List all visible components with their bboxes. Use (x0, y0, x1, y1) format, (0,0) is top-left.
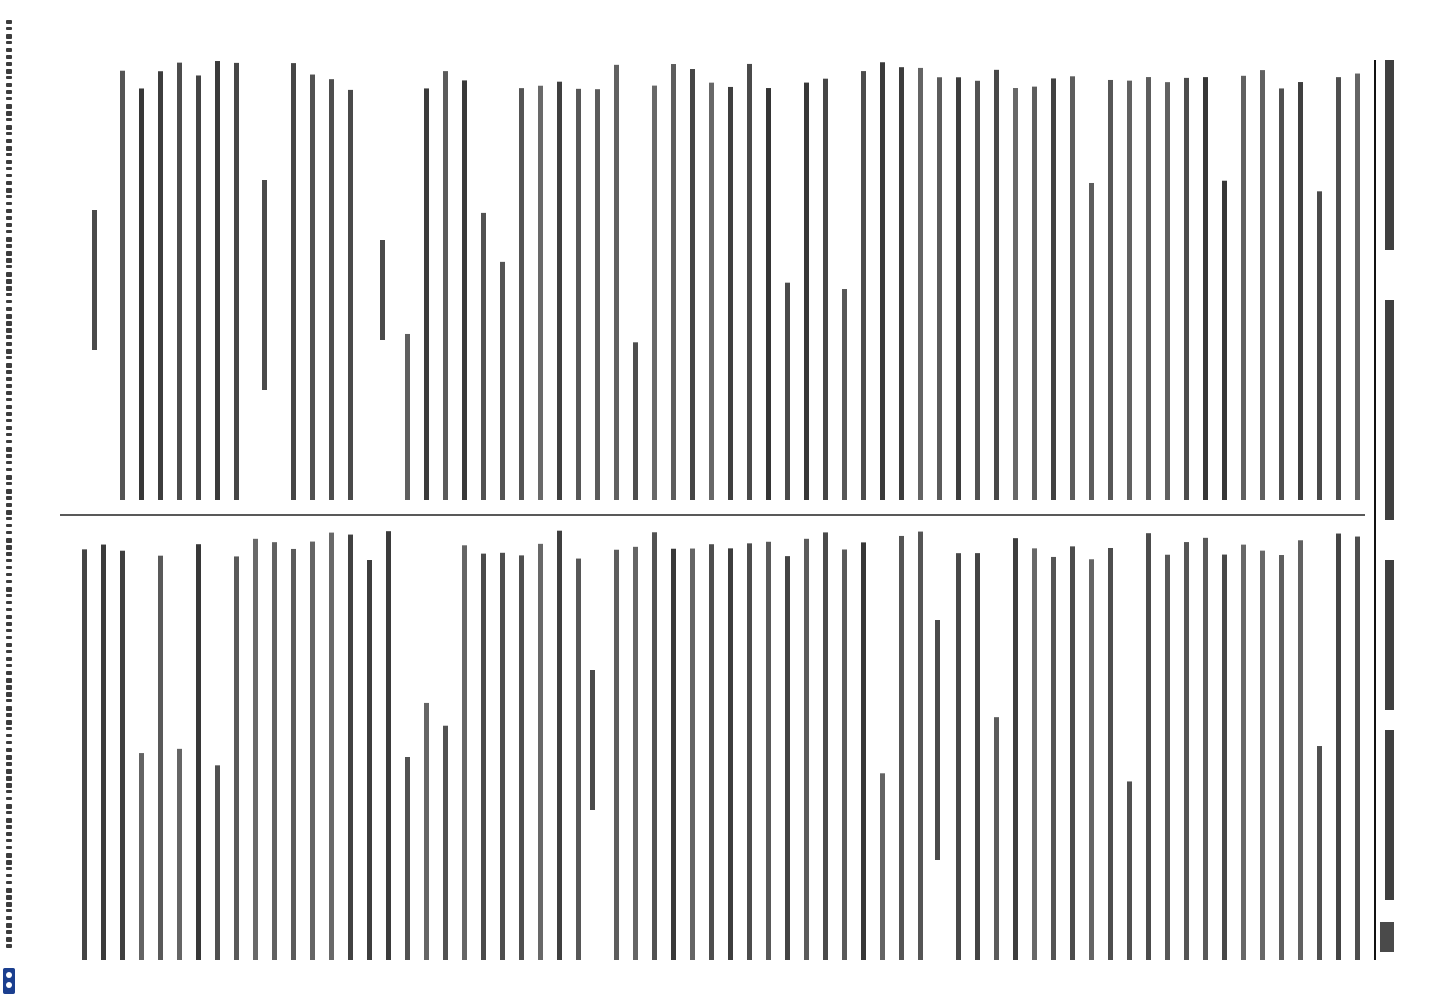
left-column-text-line (1260, 70, 1265, 500)
sidebar-credit-glyph (6, 300, 12, 303)
left-column-text-line (481, 213, 486, 500)
sidebar-credit-glyph (6, 244, 12, 248)
sidebar-credit-glyph (6, 622, 12, 626)
left-column-text-line (747, 64, 752, 500)
sidebar-credit-glyph (6, 860, 12, 865)
left-column-text-line (785, 283, 790, 500)
right-column-text-line (1203, 538, 1208, 960)
dfg-logo-icon (3, 968, 15, 994)
right-column-text-line (804, 539, 809, 960)
left-column-text-line (1165, 82, 1170, 500)
left-column-text-line (348, 90, 353, 500)
left-column-text-line (519, 88, 524, 500)
right-column-text-line (386, 531, 391, 960)
right-column-text-line (253, 539, 258, 960)
sidebar-credit-glyph (6, 727, 12, 730)
left-column-text-line (899, 67, 904, 500)
right-column-text-line (310, 542, 315, 960)
sidebar-credit-band (4, 20, 14, 995)
sidebar-credit-glyph (6, 769, 12, 774)
sidebar-credit-glyph (6, 272, 12, 277)
sidebar-credit-glyph (6, 454, 12, 458)
right-column-text-line (918, 532, 923, 960)
sidebar-credit-glyph (6, 895, 12, 900)
sidebar-credit-glyph (6, 755, 12, 760)
left-column-text-line (595, 89, 600, 500)
right-column-text-line (291, 549, 296, 960)
right-column-text-line (82, 549, 87, 960)
right-column-heading-line (590, 670, 595, 810)
page-number (1380, 922, 1394, 952)
sidebar-credit-glyph (6, 839, 12, 842)
right-column-text-line (1355, 537, 1360, 960)
sidebar-credit-glyph (6, 552, 12, 556)
sidebar-credit-glyph (6, 944, 12, 948)
sidebar-credit-glyph (6, 174, 12, 177)
left-column-text-line (177, 63, 182, 500)
sidebar-credit-glyph (6, 636, 12, 639)
sidebar-credit-glyph (6, 888, 12, 893)
right-column-text-line (557, 531, 562, 960)
right-column-text-line (443, 726, 448, 960)
sidebar-credit-glyph (6, 475, 12, 480)
left-column-text-line (1279, 88, 1284, 500)
sidebar-credit-glyph (6, 545, 12, 550)
sidebar-credit-glyph (6, 762, 12, 766)
left-column-text-line (1013, 88, 1018, 500)
sidebar-credit-glyph (6, 489, 12, 494)
sidebar-credit-glyph (6, 258, 12, 263)
sidebar-credit-glyph (6, 846, 12, 849)
sidebar-credit-glyph (6, 790, 12, 793)
sidebar-credit-glyph (6, 447, 12, 452)
running-header (1385, 60, 1394, 900)
sidebar-credit-glyph (6, 538, 12, 543)
sidebar-credit-glyph (6, 34, 12, 39)
left-column-text-line (1070, 76, 1075, 500)
sidebar-credit-glyph (6, 335, 12, 339)
left-column-text-line (1241, 76, 1246, 500)
sidebar-credit-glyph (6, 748, 12, 752)
left-column-text-line (861, 71, 866, 500)
right-column-text-line (234, 556, 239, 960)
sidebar-credit-glyph (6, 230, 12, 233)
sidebar-credit-glyph (6, 265, 12, 268)
left-column-text-line (652, 86, 657, 500)
right-column-text-line (272, 542, 277, 960)
left-column-heading-line (380, 240, 385, 340)
sidebar-credit-glyph (6, 678, 12, 683)
right-column-text-line (500, 553, 505, 960)
sidebar-credit-glyph (6, 657, 12, 661)
right-column-text-line (975, 553, 980, 960)
sidebar-credit-glyph (6, 510, 12, 515)
sidebar-credit-glyph (6, 517, 12, 520)
right-column-text-line (1165, 555, 1170, 960)
sidebar-credit-glyph (6, 314, 12, 319)
sidebar-credit-glyph (6, 482, 12, 485)
sidebar-credit-glyph (6, 328, 12, 333)
sidebar-credit-glyph (6, 41, 12, 44)
right-column-text-line (1032, 548, 1037, 960)
right-column-text-line (709, 544, 714, 960)
right-column-text-line (633, 547, 638, 960)
left-column-text-line (1051, 78, 1056, 500)
running-header-segment (1385, 60, 1394, 250)
sidebar-credit-glyph (6, 937, 12, 942)
sidebar-credit-glyph (6, 531, 12, 534)
right-column-text-line (652, 532, 657, 960)
sidebar-credit-glyph (6, 594, 12, 597)
right-column-text-line (1317, 746, 1322, 960)
sidebar-credit-glyph (6, 699, 12, 702)
left-column-text-line (500, 262, 505, 500)
sidebar-credit-glyph (6, 426, 12, 430)
left-column-text-line (557, 82, 562, 500)
left-column-text-line (1355, 74, 1360, 500)
sidebar-credit-glyph (6, 643, 12, 647)
sidebar-credit-glyph (6, 391, 12, 395)
sidebar-credit-glyph (6, 83, 12, 87)
left-column-text-line (690, 69, 695, 500)
left-column-text-line (918, 68, 923, 500)
right-column-text-line (956, 553, 961, 960)
sidebar-credit-glyph (6, 167, 12, 170)
right-column-text-line (405, 757, 410, 960)
left-column-text-line (1203, 77, 1208, 500)
sidebar-credit-glyph (6, 153, 12, 156)
sidebar-credit-glyph (6, 405, 12, 409)
right-column-text-line (1260, 551, 1265, 960)
left-column-text-line (1108, 80, 1113, 500)
right-column-text-line (1013, 538, 1018, 960)
right-column-text-line (329, 533, 334, 960)
left-column-text-line (234, 63, 239, 500)
right-column-text-line (1089, 559, 1094, 960)
right-column-text-line (671, 549, 676, 960)
sidebar-credit-glyph (6, 321, 12, 326)
left-column-text-line (671, 64, 676, 500)
left-column-text-line (158, 71, 163, 500)
sidebar-credit-glyph (6, 349, 12, 354)
left-column-heading-line (92, 210, 97, 350)
left-column-text-line (1089, 183, 1094, 500)
left-column-text-line (139, 88, 144, 500)
sidebar-credit-glyph (6, 433, 12, 436)
right-column-text-line (1222, 555, 1227, 960)
left-column-text-line (1222, 181, 1227, 500)
left-column-text-line (215, 61, 220, 500)
right-column-text-line (1051, 557, 1056, 960)
sidebar-credit-glyph (6, 181, 12, 185)
right-column-text-line (367, 560, 372, 960)
right-column-text-line (747, 543, 752, 960)
sidebar-credit-glyph (6, 440, 12, 443)
sidebar-credit-glyph (6, 237, 12, 242)
sidebar-credit-glyph (6, 223, 12, 227)
right-column-text-line (101, 545, 106, 960)
sidebar-credit-glyph (6, 832, 12, 836)
left-column-text-line (994, 70, 999, 500)
sidebar-credit-glyph (6, 90, 12, 94)
sidebar-credit-glyph (6, 55, 12, 59)
running-header-segment (1385, 300, 1394, 520)
left-column-text (92, 61, 1360, 500)
left-column-text-line (443, 71, 448, 500)
right-column-text-line (728, 548, 733, 960)
sidebar-credit-glyph (6, 146, 12, 151)
right-column-text-line (177, 749, 182, 960)
sidebar-credit-glyph (6, 902, 12, 907)
sidebar-credit-glyph (6, 615, 12, 619)
left-column-text-line (633, 342, 638, 500)
sidebar-credit-glyph (6, 783, 12, 788)
right-column-text-line (1127, 781, 1132, 960)
right-column-text-line (1241, 545, 1246, 960)
sidebar-credit-glyph (6, 125, 12, 130)
left-column-text-line (1184, 78, 1189, 500)
sidebar-credit-glyph (6, 69, 12, 74)
left-column-heading-line (262, 180, 267, 390)
right-column-text-line (538, 544, 543, 960)
right-column-text-line (1070, 546, 1075, 960)
running-header-segment (1385, 560, 1394, 710)
right-column-text-line (766, 542, 771, 960)
sidebar-credit-glyph (6, 916, 12, 920)
sidebar-credit-glyph (6, 118, 12, 121)
right-column-text-line (785, 556, 790, 960)
right-column-text-line (880, 773, 885, 960)
sidebar-credit-glyph (6, 650, 12, 653)
sidebar-credit-glyph (6, 419, 12, 422)
sidebar-credit-glyph (6, 461, 12, 464)
left-column-text-line (1336, 77, 1341, 500)
sidebar-credit-glyph (6, 27, 12, 30)
sidebar-credit-glyph (6, 629, 12, 632)
sidebar-credit-glyph (6, 580, 12, 583)
sidebar-credit-glyph (6, 279, 12, 284)
sidebar-credit-glyph (6, 286, 12, 291)
sidebar-credit-glyph (6, 881, 12, 884)
sidebar-credit-glyph (6, 111, 12, 116)
left-column-text-line (310, 75, 315, 500)
sidebar-credit-glyph (6, 160, 12, 164)
right-column-heading-line (935, 620, 940, 860)
sidebar-credit-glyph (6, 524, 12, 527)
sidebar-credit-glyph (6, 97, 12, 100)
sidebar-credit-glyph (6, 412, 12, 416)
left-column-text-line (196, 75, 201, 500)
right-column-text-line (1184, 542, 1189, 960)
sidebar-credit-glyph (6, 188, 12, 193)
sidebar-credit-glyph (6, 370, 12, 374)
sidebar-credit-glyph (6, 804, 12, 809)
right-column-text-line (215, 765, 220, 960)
left-column-text-line (1032, 87, 1037, 500)
sidebar-credit-glyph (6, 202, 12, 205)
sidebar-credit-glyph (6, 132, 12, 135)
right-column-text-line (139, 753, 144, 960)
sidebar-credit-glyph (6, 874, 12, 877)
sidebar-credit-glyph (6, 601, 12, 604)
left-column-text-line (329, 79, 334, 500)
sidebar-credit-glyph (6, 398, 12, 401)
sidebar-credit-glyph (6, 216, 12, 220)
sidebar-credit-glyph (6, 496, 12, 500)
sidebar-credit-glyph (6, 734, 12, 737)
sidebar-credit-glyph (6, 377, 12, 381)
sidebar-credit-glyph (6, 209, 12, 213)
sidebar-credit-glyph (6, 587, 12, 592)
sidebar-credit-glyph (6, 20, 12, 24)
right-column-text-line (1279, 555, 1284, 960)
sidebar-credit-glyph (6, 503, 12, 507)
left-column-text-line (614, 65, 619, 500)
right-column-text-line (348, 535, 353, 960)
right-column-text-line (861, 542, 866, 960)
right-column-text-line (120, 551, 125, 960)
sidebar-credit-glyph (6, 573, 12, 576)
sidebar-credit-glyph (6, 776, 12, 781)
right-column-text-line (576, 559, 581, 960)
sidebar-credit-glyph (6, 923, 12, 928)
right-column-text-line (994, 717, 999, 960)
sidebar-credit-glyph (6, 664, 12, 667)
right-column-text-line (481, 554, 486, 960)
running-header-segment (1385, 730, 1394, 900)
right-column-text-line (196, 544, 201, 960)
sidebar-credit-glyph (6, 741, 12, 744)
left-column-text-line (937, 77, 942, 500)
right-column-text-line (1336, 534, 1341, 960)
right-column-text-line (519, 555, 524, 960)
sidebar-credit-glyph (6, 685, 12, 690)
right-column-text (82, 531, 1360, 960)
left-column-text-line (766, 88, 771, 500)
sidebar-credit-glyph (6, 139, 12, 143)
right-column-text-line (158, 556, 163, 960)
sidebar-credit-glyph (6, 363, 12, 368)
sidebar-credit-glyph (6, 867, 12, 870)
left-column-text-line (405, 334, 410, 500)
sidebar-credit-glyph (6, 356, 12, 359)
sidebar-credit-glyph (6, 342, 12, 346)
right-column-text-line (1108, 548, 1113, 960)
right-column-text-line (690, 549, 695, 960)
sidebar-credit-glyph (6, 811, 12, 814)
left-column-text-line (1146, 77, 1151, 500)
left-column-text-line (804, 83, 809, 500)
sidebar-credit-glyph (6, 104, 12, 109)
sidebar-credit-glyph (6, 62, 12, 66)
sidebar-credit-glyph (6, 692, 12, 697)
sidebar-credit-glyph (6, 559, 12, 562)
left-column-text-line (1298, 82, 1303, 500)
sidebar-credit-glyph (6, 930, 12, 934)
right-column-text-line (462, 545, 467, 960)
right-column-text-line (842, 549, 847, 960)
left-column-text-line (462, 80, 467, 500)
sidebar-credit-glyph (6, 293, 12, 296)
sidebar-credit-glyph (6, 76, 12, 79)
right-column-text-line (1298, 540, 1303, 960)
sidebar-credit-glyph (6, 797, 12, 800)
sidebar-credit-glyph (6, 307, 12, 311)
left-column-text-line (709, 83, 714, 500)
sidebar-credit-glyph (6, 384, 12, 388)
right-column-text-line (823, 532, 828, 960)
sidebar-credit-glyph (6, 195, 12, 198)
left-column-text-line (424, 88, 429, 500)
sidebar-credit-glyph (6, 853, 12, 858)
left-column-text-line (1317, 191, 1322, 500)
left-column-text-line (291, 63, 296, 500)
left-column-text-line (975, 81, 980, 500)
sidebar-credit-glyph (6, 825, 12, 829)
left-column-text-line (728, 87, 733, 500)
left-column-text-line (576, 89, 581, 500)
sidebar-credit-glyph (6, 608, 12, 611)
sidebar-credit-glyph (6, 720, 12, 725)
sidebar-credit-glyph (6, 909, 12, 912)
left-column-text-line (842, 289, 847, 500)
left-column-text-line (538, 86, 543, 500)
sidebar-credit-glyph (6, 566, 12, 569)
left-column-text-line (880, 62, 885, 500)
left-column-text-line (120, 71, 125, 500)
left-column-text-line (823, 79, 828, 500)
right-column-text-line (424, 703, 429, 960)
sidebar-credit-glyph (6, 671, 12, 675)
sidebar-credit-glyph (6, 468, 12, 471)
sidebar-credit-glyph (6, 251, 12, 256)
sidebar-credit-glyph (6, 818, 12, 823)
right-column-text-line (899, 536, 904, 960)
sidebar-credit-glyph (6, 706, 12, 711)
sidebar-credit-glyph (6, 48, 12, 52)
left-column-text-line (1127, 81, 1132, 500)
sidebar-credit-glyph (6, 713, 12, 717)
right-column-text-line (614, 550, 619, 960)
left-column-text-line (956, 77, 961, 500)
right-column-text-line (1146, 533, 1151, 960)
